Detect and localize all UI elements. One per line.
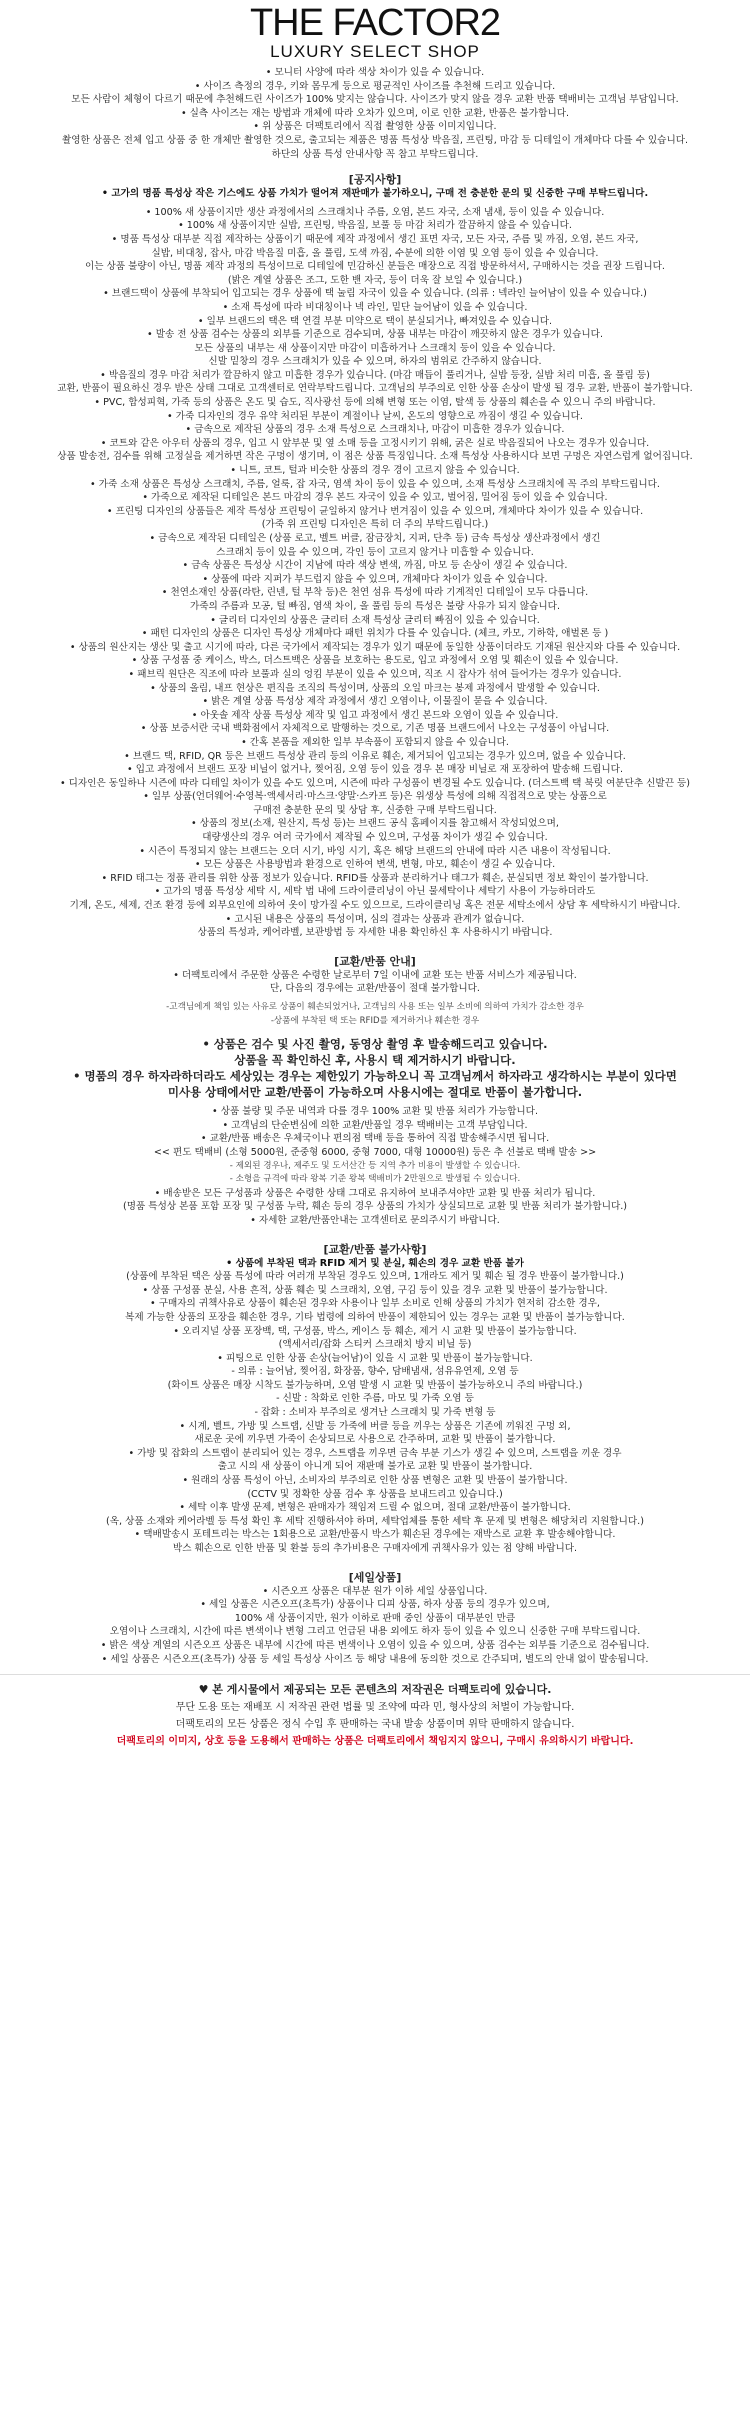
copyright-title: ♥ 본 게시물에서 제공되는 모든 콘텐츠의 저작권은 더팩토리에 있습니다. — [198, 1683, 552, 1697]
brand-logo — [0, 0, 750, 62]
exchange-important-line: 미사용 상태에서만 교환/반품이 가능하오며 사용시에는 절대로 반품이 불가합니다. — [167, 1085, 583, 1100]
notice-line: • 상품의 정보(소재, 원산지, 특성 등)는 브랜드 공식 홈페이지를 참고해서 작성되었으며, — [191, 818, 559, 830]
intro-line: 하단의 상품 특성 안내사항 꼭 참고 부탁드립니다. — [271, 148, 479, 160]
exchange-line: 단, 다음의 경우에는 교환/반품이 절대 불가합니다. — [270, 983, 480, 995]
noexchange-line: 박스 훼손으로 인한 반품 및 환불 등의 추가비용은 구매자에게 귀책사유가 있는 점 양해 바랍니다. — [172, 1543, 578, 1554]
noexchange-line: 출고 시의 새 상품이 아니게 되어 재판매 불가로 교환 및 반품이 불가합니다. — [217, 1461, 533, 1473]
notice-line: • 천연소재인 상품(라탄, 린넨, 털 부착 등)은 천연 섬유 특성에 따라 기계적인 디테일이 모두 다릅니다. — [161, 587, 589, 599]
notice-line: • 상품에 따라 지퍼가 부드럽지 않을 수 있으며, 개체마다 차이가 있을 수 있습니다. — [202, 573, 548, 585]
sale-line: 100% 새 상품이지만, 원가 이하로 판매 중인 상품이 대부분인 만큼 — [234, 1612, 516, 1624]
notice-line: 가죽의 주름과 모공, 털 빠짐, 염색 차이, 올 풀림 등의 특성은 불량 사유가 되지 않습니다. — [190, 600, 560, 612]
noexchange-line: • 가방 및 잡화의 스트랩이 분리되어 있는 경우, 스트랩을 끼우면 금속 부분 기스가 생길 수 있으며, 스트랩을 끼운 경우 — [128, 1447, 622, 1459]
intro-line: 촬영한 상품은 전체 입고 상품 중 한 개체만 촬영한 것으로, 출고되는 제품은 명품 특성상 박음질, 프린팅, 마감 등 디테일이 개체마다 다를 수 있습니다. — [61, 134, 689, 146]
noexchange-line: (액세서리/잡화 스티커 스크래치 방지 비닐 등) — [278, 1339, 472, 1351]
notice-line: • 아웃솔 제작 상품 특성상 제작 및 입고 과정에서 생긴 본드와 오염이 있을 수 있습니다. — [191, 709, 559, 721]
sale-title: [세일상품] — [348, 1570, 402, 1584]
sale-section — [0, 1585, 750, 1667]
notice-line: • 박음질의 경우 마감 처리가 깔끔하지 않고 미흡한 경우가 있습니다. (마감 매듭이 풀리거나, 실밥 등장, 실밥 처리 미흡, 올 풀림 등) — [100, 369, 650, 381]
notice-line: • 입고 과정에서 브랜드 포장 비닐이 없거나, 찢어짐, 오염 등이 있을 경우 본 매장 비닐로 재 포장하여 발송해 드립니다. — [126, 764, 623, 776]
noexchange-line: - 의류 : 늘어남, 찢어짐, 화장품, 향수, 담배냄새, 섬유유연제, 오염 등 — [231, 1366, 519, 1378]
intro-line: • 모니터 사양에 따라 색상 차이가 있을 수 있습니다. — [265, 67, 485, 78]
notice-line: • 상품 구성품 중 케이스, 박스, 더스트백은 상품을 보호하는 용도로, 입고 과정에서 오염 및 훼손이 있을 수 있습니다. — [131, 655, 619, 667]
notice-line: • 고가의 명품 특성상 세탁 시, 세탁 법 내에 드라이클리닝이 아닌 물세탁이나 세탁기 사용이 가능하더라도 — [154, 886, 596, 898]
notice-line: • 시즌이 특정되지 않는 브랜드는 오더 시기, 바잉 시기, 혹은 해당 브랜드의 안내에 따라 시즌 내용이 작성됩니다. — [139, 845, 611, 857]
notice-lead: • 고가의 명품 특성상 작은 기스에도 상품 가치가 떨어져 재판매가 불가하오니, 구매 전 충분한 문의 및 신중한 구매 부탁드립니다. — [101, 188, 649, 200]
notice-line: • 금속 상품은 특성상 시간이 지남에 따라 색상 변색, 까짐, 마모 등 손상이 생길 수 있습니다. — [182, 560, 568, 572]
intro-line: • 사이즈 측정의 경우, 키와 몸무게 등으로 평균적인 사이즈를 추천해 드리고 있습니다. — [194, 80, 556, 92]
notice-line: • 프린팅 디자인의 상품들은 제작 특성상 프린팅이 균일하지 않거나 번겨짐이 있을 수 있으며, 개체마다 차이가 있을 수 있습니다. — [106, 505, 644, 517]
noexchange-line: (옥, 상품 소재와 케어라벨 등 특성 확인 후 세탁 진행하셔야 하며, 세탁업체를 통한 세탁 후 문제 및 변형은 해당처리 지원합니다.) — [106, 1515, 644, 1527]
intro-section — [0, 66, 750, 161]
noexchange-line: • 오리지널 상품 포장백, 택, 구성품, 박스, 케이스 등 훼손, 제거 시 교환 및 반품이 불가능합니다. — [173, 1325, 577, 1337]
sale-line: 오염이나 스크래치, 시간에 따른 변색이나 변형 그리고 언급된 내용 외에도 하자 등이 있을 수 있으니 신중한 구매 부탁드립니다. — [109, 1626, 641, 1638]
noexchange-section — [0, 1270, 750, 1555]
exchange-more-line: • 자세한 교환/반품안내는 고객센터로 문의주시기 바랍니다. — [250, 1214, 500, 1226]
notice-line: • 100% 새 상품이지만 생산 과정에서의 스크래치나 주름, 오염, 본드 자국, 소재 냄새, 등이 있을 수 있습니다. — [145, 206, 605, 218]
notice-line: • 디자인은 동일하나 시즌에 따라 디테일 차이가 있을 수도 있으며, 시즌에 따라 구성품이 변경될 수도 있습니다. (더스트백 택 북릿 여분단추 신발끈 등) — [59, 777, 691, 789]
notice-line: • RFID 태그는 정품 관리를 위한 상품 정보가 있습니다. RFID를 상품과 분리하거나 태그가 훼손, 분실되면 정보 확인이 불가합니다. — [101, 872, 649, 884]
notice-line: • 글리터 디자인의 상품은 글리터 소재 특성상 글리터 빠짐이 있을 수 있습니다. — [210, 614, 540, 626]
exchange-shipping-line: • 고객님의 단순변심에 의한 교환/반품일 경우 택배비는 고객 부담입니다. — [222, 1119, 528, 1131]
notice-line: 실밥, 비대칭, 잡사, 마감 박음질 미흡, 올 풀림, 도색 까짐, 수분에 의한 이염 및 오염 등이 있을 수 있습니다. — [151, 247, 599, 259]
notice-section — [0, 206, 750, 940]
noexchange-line: • 세탁 이후 발생 문제, 변형은 판매자가 책임져 드릴 수 없으며, 절대 교환/반품이 불가합니다. — [179, 1502, 571, 1514]
notice-line: • 금속으로 제작된 디테일은 (상품 로고, 벨트 버클, 잠금장치, 지퍼, 단추 등) 금속 특성상 생산과정에서 생긴 — [149, 533, 601, 544]
noexchange-line: - 잡화 : 소비자 부주의로 생겨난 스크래치 및 가죽 변형 등 — [254, 1407, 496, 1419]
notice-line: • 일부 브랜드의 택은 택 연결 부분 미약으로 택이 분실되거나, 빠져있을 수 있습니다. — [197, 315, 553, 327]
notice-line: • 패브릭 원단은 직조에 따라 보풀과 실의 엉킴 부분이 있을 수 있으며, 직조 시 잡사가 섞여 들어가는 경우가 있습니다. — [128, 668, 622, 680]
sale-line: • 밝은 색상 계열의 시즌오프 상품은 내부에 시간에 따른 변색이나 오염이 있을 수 있으며, 상품 검수는 외부를 기준으로 검수됩니다. — [100, 1639, 650, 1651]
notice-line: • 상품 보증서란 국내 백화점에서 자체적으로 발행하는 것으로, 기존 명품 브랜드에서 나오는 구성품이 아닙니다. — [140, 723, 610, 735]
notice-line: • 브랜드 택, RFID, QR 등은 브랜드 특성상 관리 등의 이유로 훼손, 제거되어 입고되는 경우가 있으며, 없을 수 있습니다. — [124, 750, 626, 762]
notice-line: • 소재 특성에 따라 비대칭이나 넥 라인, 밑단 늘어남이 있을 수 있습니다. — [222, 301, 528, 313]
exchange-shipping — [0, 1105, 750, 1159]
notice-line: 대량생산의 경우 여러 국가에서 제작될 수 있으며, 구성품 차이가 생길 수 있습니다. — [202, 832, 548, 844]
intro-line: 모든 사람이 체형이 다르기 때문에 추천해드린 사이즈가 100% 맞지는 않습니다. 사이즈가 맞지 않을 경우 교환 반품 택배비는 고객님 부담입니다. — [71, 94, 679, 106]
notice-line: • 명품 특성상 대부분 직접 제작하는 상품이기 때문에 제작 과정에서 생긴 표면 자국, 모든 자국, 주름 및 까짐, 오염, 본드 자국, — [111, 233, 639, 245]
notice-line: • PVC, 합성피혁, 가죽 등의 상품은 온도 및 습도, 직사광선 등에 의해 변형 또는 이염, 탈색 등 상품의 훼손을 수 있으니 주의 바랍니다. — [94, 397, 656, 409]
exchange-note-line: - 제외된 경우나, 제주도 및 도서산간 등 지역 추가 비용이 발생할 수 있습니다. — [229, 1160, 521, 1171]
sale-line: • 시즌오프 상품은 대부분 원가 이하 세일 상품입니다. — [262, 1585, 488, 1597]
notice-line: 신발 밑창의 경우 스크래치가 있을 수 있으며, 하자의 범위로 간주하지 않습니다. — [208, 356, 542, 368]
exchange-important-line: • 명품의 경우 하자라하더라도 세상있는 경우는 제한있기 가능하오니 꼭 고객님께서 하자라고 생각하시는 부분이 있다면 — [73, 1069, 677, 1084]
noexchange-line: • 피팅으로 인한 상품 손상(늘어남)이 있을 시 교환 및 반품이 불가능합니다. — [217, 1352, 533, 1364]
notice-line: (밝은 계열 상품은 조그, 도한 밴 자국, 등이 더욱 잘 보일 수 있습니다.) — [227, 274, 523, 286]
copyright-footer — [0, 1674, 750, 1750]
exchange-title: [교환/반품 안내] — [334, 954, 416, 968]
notice-line: • 가죽으로 제작된 디테일은 본드 마감의 경우 본드 자국이 있을 수 있고, 벌어짐, 밀어짐 등이 있을 수 있습니다. — [142, 492, 608, 504]
notice-line: • 니트, 코트, 털과 비슷한 상품의 경우 경이 고르지 않을 수 있습니다. — [230, 465, 520, 477]
notice-line: • 모든 상품은 사용방법과 환경으로 인하여 변색, 변형, 마모, 훼손이 생길 수 있습니다. — [194, 859, 556, 871]
notice-line: • 고시된 내용은 상품의 특성이며, 심의 결과는 상품과 관계가 없습니다. — [225, 913, 525, 925]
intro-line: • 실측 사이즈는 재는 방법과 개체에 따라 오차가 있으며, 이로 인한 교환, 반품은 불가합니다. — [180, 107, 570, 119]
notice-line: 상품 발송전, 검수를 위해 고정실을 제거하면 작은 구멍이 생기며, 이 점은 상품 특징입니다. 소재 특성상 사용하시다 보면 구멍은 자연스럽게 없어집니다. — [57, 451, 693, 463]
noexchange-line: (CCTV 및 정확한 상품 검수 후 상품을 보내드리고 있습니다.) — [247, 1488, 503, 1500]
exchange-shipping-line: << 편도 택배비 (소형 5000원, 준중형 6000, 중형 7000, 대형 10000원) 등은 추 선불로 택배 발송 >> — [153, 1146, 597, 1158]
exchange-line: • 더팩토리에서 주문한 상품은 수령한 날로부터 7일 이내에 교환 또는 반품 서비스가 제공됩니다. — [173, 969, 577, 981]
notice-line: • 일부 상품(언더웨어·수영복·액세서리·마스크·양말·스카프 등)은 위생상 특성에 의해 직접적으로 맞는 상품으로 — [143, 791, 607, 803]
noexchange-line: - 신발 : 착화로 인한 주름, 마모 및 가죽 오염 등 — [276, 1393, 474, 1405]
notice-line: • 코트와 같은 아우터 상품의 경우, 입고 시 앞부분 및 옆 소매 등을 고정시키기 위해, 굵은 실로 박음질되어 나오는 경우가 있습니다. — [100, 437, 650, 449]
notice-line: • 100% 새 상품이지만 실밥, 프린팅, 박음질, 보풀 등 마감 처리가 깔끔하지 않을 수 있습니다. — [178, 220, 572, 232]
notice-line: 스크래치 등이 있을 수 있으며, 각인 등이 고르지 않거나 미흡할 수 있습니다. — [216, 546, 534, 558]
notice-line: 교환, 반품이 필요하신 경우 받은 상태 그대로 고객센터로 연락부탁드립니다. 고객님의 부주의로 인한 상품 손상이 발생 될 경우 교환, 반품이 불가합니다. — [57, 383, 693, 395]
notice-line: • 발송 전 상품 검수는 상품의 외부를 기준으로 검수되며, 상품 내부는 마감이 깨끗하지 않은 경우가 있습니다. — [146, 329, 603, 341]
noexchange-line: • 택배발송시 포테트리는 박스는 1회용으로 교환/반품시 박스가 훼손된 경우에는 재박스로 교환 후 발송해야합니다. — [134, 1529, 616, 1541]
noexchange-line: • 구매자의 귀책사유로 상품이 훼손된 경우와 사용이나 일부 소비로 인해 상품의 가치가 현저히 감소한 경우, — [150, 1298, 600, 1310]
exchange-shipping-line: • 상품 불량 및 주문 내역과 다를 경우 100% 교환 및 반품 처리가 가능합니다. — [211, 1106, 538, 1118]
exchange-important-line: • 상품은 검수 및 사진 촬영, 동영상 촬영 후 발송해드리고 있습니다. — [202, 1037, 548, 1052]
exchange-exception-line: -상품에 부착된 택 또는 RFID를 제거하거나 훼손한 경우 — [270, 1015, 480, 1026]
brand-subtitle: LUXURY SELECT SHOP — [270, 42, 480, 61]
exchange-exceptions — [0, 1001, 750, 1028]
notice-line: • 패턴 디자인의 상품은 디자인 특성상 개체마다 패턴 위치가 다를 수 있습니다. (체크, 카모, 기하학, 애벌론 등 ) — [141, 628, 609, 640]
sale-line: • 세일 상품은 시즌오프(초특가) 상품 등 세일 특성상 사이즈 등 해당 내용에 동의한 것으로 간주되며, 별도의 안내 없이 발송됩니다. — [101, 1653, 649, 1665]
notice-line: 기계, 온도, 세제, 건조 환경 등에 외부요인에 의하여 옷이 망가질 수도 있으므로, 드라이클리닝 혹은 전문 세탁소에서 상담 후 세탁하시기 바랍니다. — [69, 900, 681, 912]
exchange-shipping-notes — [0, 1160, 750, 1187]
copyright-line: 무단 도용 또는 재배포 시 저작권 관련 법률 및 조약에 따라 민, 형사상의 처벌이 가능합니다. — [175, 1702, 575, 1714]
notice-line: 이는 상품 불량이 아닌, 명품 제작 과정의 특성이므로 디테일에 민감하신 분들은 매장으로 직접 방문하셔서, 구매하시는 것을 권장 드립니다. — [85, 261, 665, 273]
sale-line: • 세일 상품은 시즌오프(초특가) 상품이나 디피 상품, 하자 상품 등의 경우가 있으며, — [200, 1599, 550, 1611]
noexchange-line: 복제 가능한 상품의 포장을 훼손한 경우, 기타 법령에 의하여 반품이 제한되어 있는 경우는 교환 및 반품이 불가능합니다. — [125, 1311, 625, 1323]
noexchange-line: 새로운 곳에 끼우면 가죽이 손상되므로 사용으로 간주하며, 교환 및 반품이 불가합니다. — [194, 1434, 556, 1446]
exchange-more — [0, 1187, 750, 1228]
notice-line: 모든 상품의 내부는 새 상품이지만 마감이 미흡하거나 스크래치 등이 있을 수 있습니다. — [194, 342, 556, 354]
exchange-exception-line: -고객님에게 책임 있는 사유로 상품이 훼손되었거나, 고객님의 사용 또는 일부 소비에 의하여 가치가 감소한 경우 — [166, 1002, 584, 1012]
noexchange-line: • 시계, 벨트, 가방 및 스트랩, 신발 등 가죽에 버클 등을 끼우는 상품은 기존에 끼워진 구멍 외, — [179, 1420, 571, 1432]
noexchange-line: (화이트 상품은 매장 시착도 불가능하며, 오염 발생 시 교환 및 반품이 불가능하오니 주의 바랍니다.) — [167, 1379, 583, 1391]
brand-title: THE FACTOR2 — [249, 2, 501, 44]
intro-line: • 위 상품은 더팩토리에서 직접 촬영한 상품 이미지입니다. — [253, 121, 497, 133]
notice-line: 구매전 충분한 문의 및 상담 후, 신중한 구매 부탁드립니다. — [253, 804, 497, 816]
exchange-more-line: (명품 특성상 본품 포함 포장 및 구성품 누락, 훼손 등의 경우 상품의 가치가 상실되므로 교환 및 반품 처리가 불가합니다.) — [122, 1201, 628, 1213]
notice-line: • 브랜드택이 상품에 부착되어 입고되는 경우 상품에 택 눌림 자국이 있을 수 있습니다. (의류 : 넥라인 늘어남이 있을 수 있습니다.) — [103, 288, 647, 300]
notice-line: • 가죽 디자인의 경우 유약 처리된 부분이 계절이나 날씨, 온도의 영향으로 까짐이 생길 수 있습니다. — [167, 410, 583, 422]
noexchange-lead: • 상품에 부착된 택과 RFID 제거 및 분실, 훼손의 경우 교환 반품 불가 — [226, 1257, 524, 1269]
notice-line: • 상품의 원산지는 생산 및 출고 시기에 따라, 다른 국가에서 제작되는 경우가 있기 때문에 동일한 상품이더라도 기재된 원산지와 다를 수 있습니다. — [69, 641, 681, 653]
copyright-lines — [0, 1699, 750, 1733]
notice-line: • 상품의 올림, 내프 현상은 편직을 조직의 특성이며, 상품의 오일 마크는 봉제 과정에서 발생할 수 있습니다. — [150, 682, 600, 694]
noexchange-line: (상품에 부착된 택은 상품 특성에 따라 여러개 부착된 경우도 있으며, 1개라도 제거 및 훼손 될 경우 반품이 불가합니다.) — [126, 1271, 624, 1283]
copyright-line: 더팩토리의 모든 상품은 정식 수입 후 판매하는 국내 발송 상품이며 위탁 판매하지 않습니다. — [175, 1719, 575, 1731]
exchange-more-line: • 배송받은 모든 구성품과 상품은 수령한 상태 그대로 유지하여 보내주셔야만 교환 및 반품 처리가 됩니다. — [154, 1187, 596, 1199]
notice-line: (가죽 위 프린팅 디자인은 특히 더 주의 부탁드립니다.) — [261, 519, 489, 531]
exchange-note-line: - 소형을 규격에 따라 왕복 기준 왕복 택배비가 2만원으로 발생될 수 있습니다. — [229, 1174, 521, 1185]
exchange-important-line: 상품을 꼭 확인하신 후, 사용시 택 제거하시기 바랍니다. — [234, 1053, 516, 1068]
notice-line: • 가죽 소재 상품은 특성상 스크래치, 주름, 얼룩, 잡 자국, 염색 차이 등이 있을 수 있으며, 소재 특성상 스크래치에 꼭 주의 부탁드립니다. — [90, 478, 660, 490]
exchange-important — [0, 1036, 750, 1100]
noexchange-line: • 상품 구성품 분실, 사용 흔적, 상품 훼손 및 스크래치, 오염, 구김 등이 있을 경우 교환 및 반품이 불가능합니다. — [142, 1284, 608, 1296]
notice-line: • 밝은 계열 상품 특성상 제작 과정에서 생긴 오염이나, 이물질이 묻을 수 있습니다. — [202, 696, 548, 708]
exchange-section — [0, 969, 750, 996]
notice-line: 상품의 특성과, 케어라벨, 보관방법 등 자세한 내용 확인하신 후 사용하시기 바랍니다. — [197, 927, 553, 939]
notice-line: • 간혹 본품을 제외한 일부 부속품이 포함되지 않을 수 있습니다. — [241, 736, 509, 748]
copyright-warning: 더팩토리의 이미지, 상호 등을 도용해서 판매하는 상품은 더팩토리에서 책임지지 않으니, 구매시 유의하시기 바랍니다. — [116, 1736, 634, 1748]
notice-title: [공지사항] — [348, 173, 402, 187]
noexchange-line: • 원래의 상품 특성이 아닌, 소비자의 부주의로 인한 상품 변형은 교환 및 반품이 불가합니다. — [182, 1475, 568, 1487]
noexchange-title: [교환/반품 불가사항] — [323, 1242, 427, 1256]
notice-line: • 금속으로 제작된 상품의 경우 소재 특성으로 스크래치나, 마감이 미흡한 경우가 있습니다. — [185, 424, 565, 436]
exchange-shipping-line: • 교환/반품 배송은 우체국이나 편의점 택배 등을 통하여 직접 발송해주시면 됩니다. — [200, 1133, 550, 1145]
